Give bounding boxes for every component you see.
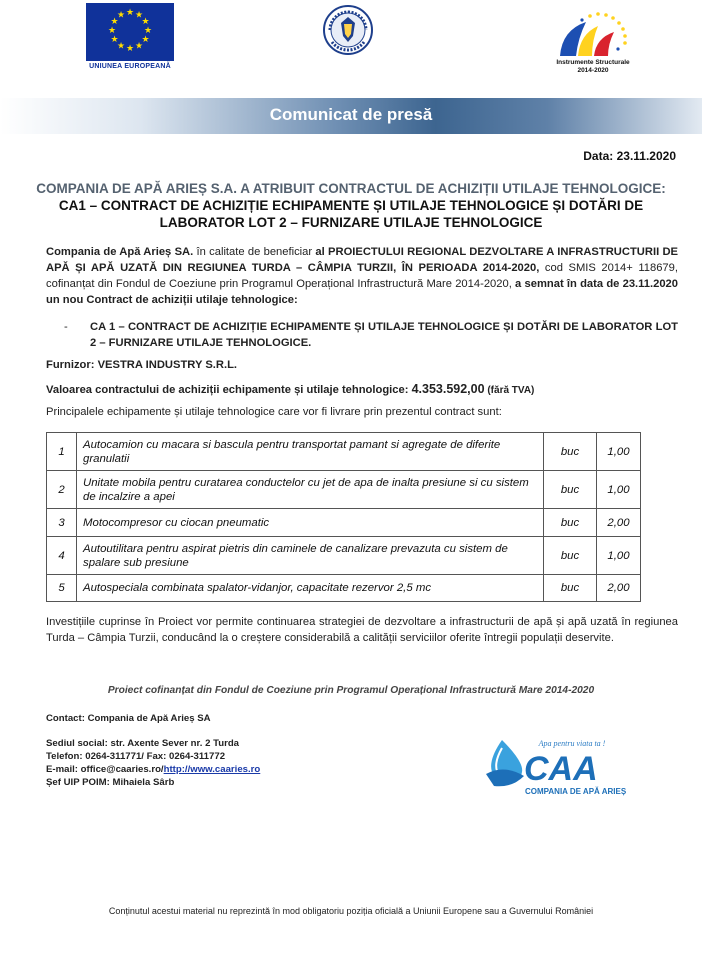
svg-text:★: ★ xyxy=(116,40,126,51)
contact-address: Sediul social: str. Axente Sever nr. 2 Turda xyxy=(46,738,240,749)
equipment-intro: Principalele echipamente și utilaje tehnologice care vor fi livrare prin prezentul contract sunt: xyxy=(46,406,502,418)
caa-name: COMPANIA DE APĂ ARIEȘ xyxy=(525,787,627,796)
supplier: Furnizor: VESTRA INDUSTRY S.R.L. xyxy=(46,359,238,371)
title-banner xyxy=(0,98,702,134)
eu-flag-icon xyxy=(86,3,174,61)
quantity: 1,00 xyxy=(597,471,641,509)
quantity: 2,00 xyxy=(597,575,641,602)
unit: buc xyxy=(544,575,597,602)
row-number: 5 xyxy=(47,575,77,602)
contact-phone: Telefon: 0264-311771/ Fax: 0264-311772 xyxy=(46,751,226,762)
contract-name: CA 1 – CONTRACT DE ACHIZIȚIE ECHIPAMENTE ȘI UTILAJE TEHNOLOGICE ȘI DOTĂRI DE LABORATOR LOT 2 – FURNIZARE UTILAJE TEHNOLOGICE. xyxy=(90,321,678,349)
svg-text:★: ★ xyxy=(125,43,135,53)
is-caption-line1: Instrumente Structurale xyxy=(556,59,630,66)
svg-text:★: ★ xyxy=(107,25,117,35)
caa-tagline: Apa pentru viata ta ! xyxy=(538,739,606,748)
quantity: 2,00 xyxy=(597,509,641,537)
row-number: 1 xyxy=(47,433,77,471)
svg-text:★: ★ xyxy=(134,40,144,51)
eu-caption: UNIUNEA EUROPEANĂ xyxy=(89,63,171,70)
row-number: 4 xyxy=(47,537,77,575)
contract-value-label: Valoarea contractului de achiziții echipamente și utilaje tehnologice: xyxy=(46,384,412,396)
quantity: 1,00 xyxy=(597,537,641,575)
svg-text:★: ★ xyxy=(143,25,153,35)
row-number: 2 xyxy=(47,471,77,509)
svg-text:★: ★ xyxy=(110,34,119,44)
cofinancing-note: Proiect cofinanțat din Fondul de Coeziune prin Programul Operațional Infrastructură Mare 2014-2020 xyxy=(107,685,595,696)
eu-logo xyxy=(86,3,174,70)
contact-block xyxy=(46,712,260,789)
closing-paragraph: Investițiile cuprinse în Proiect vor permite continuarea strategiei de dezvoltare a infrastructurii de apă și apă uzată în regiunea Turda – Câmpia Turzii, conducând la o creștere considerabilă a calității serviciilor oferite întregii populații deservite. xyxy=(46,616,678,644)
svg-text:★: ★ xyxy=(125,7,135,17)
table-row xyxy=(47,433,641,471)
website-link[interactable]: http://www.caaries.ro xyxy=(163,764,261,775)
svg-text:★: ★ xyxy=(116,9,126,20)
structural-instruments-icon xyxy=(552,10,634,58)
svg-text:★: ★ xyxy=(141,16,150,26)
caa-logo xyxy=(484,734,634,798)
structural-instruments-caption xyxy=(552,59,634,75)
quantity: 1,00 xyxy=(597,433,641,471)
table-row xyxy=(47,509,641,537)
contract-list-item xyxy=(64,319,678,351)
headline-line1: COMPANIA DE APĂ ARIEȘ S.A. A ATRIBUIT CONTRACTUL DE ACHIZIȚII UTILAJE TEHNOLOGICE: xyxy=(36,181,666,196)
equipment-table xyxy=(46,432,641,602)
contact-email-line xyxy=(46,763,260,776)
intro-paragraph xyxy=(46,244,678,308)
structural-instruments-logo xyxy=(552,10,634,82)
logo-strip xyxy=(0,0,702,100)
water-drop-icon xyxy=(484,734,634,798)
unit: buc xyxy=(544,471,597,509)
intro-project: al PROIECTULUI REGIONAL DEZVOLTARE A INFRASTRUCTURII DE APĂ ȘI APĂ UZATĂ DIN REGIUNEA TURDA – CÂMPIA TURZII, ÎN PERIOADA 2014-2020, xyxy=(46,246,679,274)
equipment-name: Autospeciala combinata spalator-vidanjor, capacitate rezervor 2,5 mc xyxy=(77,575,544,602)
equipment-name: Motocompresor cu ciocan pneumatic xyxy=(77,509,544,537)
equipment-name: Unitate mobila pentru curatarea conductelor cu jet de apa de inalta presiune si cu sistem de incalzire a apei xyxy=(77,471,544,509)
contact-uip-head: Șef UIP POIM: Mihaiela Sârb xyxy=(46,777,175,788)
caa-letters: CAA xyxy=(524,750,598,788)
headline xyxy=(30,180,672,231)
intro-details: cod SMIS 2014+ 118679, cofinanțat din Fondul de Coeziune prin Programul Operațional Infrastructură Mare 2014-2020, xyxy=(46,262,678,290)
intro-signed: a semnat în data de 23.11.2020 un nou Contract de achiziții utilaje tehnologice: xyxy=(46,278,678,306)
page-title: Comunicat de presă xyxy=(269,105,433,124)
row-number: 3 xyxy=(47,509,77,537)
government-seal-icon xyxy=(322,2,374,58)
table-row xyxy=(47,575,641,602)
intro-company: Compania de Apă Arieș SA. xyxy=(46,246,194,258)
unit: buc xyxy=(544,509,597,537)
svg-text:★: ★ xyxy=(110,16,119,26)
table-row xyxy=(47,471,641,509)
contact-details xyxy=(46,737,260,789)
unit: buc xyxy=(544,537,597,575)
intro-role: în calitate de beneficiar xyxy=(193,246,316,258)
contact-title: Contact: Compania de Apă Arieș SA xyxy=(46,713,211,724)
equipment-name: Autoutilitara pentru aspirat pietris din caminele de canalizare prevazuta cu sistem de spalare sub presiune xyxy=(77,537,544,575)
is-caption-line2: 2014-2020 xyxy=(577,67,609,74)
list-dash: - xyxy=(64,321,68,333)
disclaimer-footer: Conținutul acestui material nu reprezintă în mod obligatoriu poziția oficială a Uniunii Europene sau a Guvernului României xyxy=(108,906,594,916)
contact-email[interactable]: E-mail: office@caaries.ro/ xyxy=(46,764,164,775)
equipment-name: Autocamion cu macara si bascula pentru transportat pamant si agregate de diferite granulatii xyxy=(77,433,544,471)
headline-line2: CA1 – CONTRACT DE ACHIZIȚIE ECHIPAMENTE ȘI UTILAJE TEHNOLOGICE ȘI DOTĂRI DE LABORATOR LOT 2 – FURNIZARE UTILAJE TEHNOLOGICE xyxy=(58,198,644,230)
release-date: Data: 23.11.2020 xyxy=(583,149,676,163)
contract-value-note: (fără TVA) xyxy=(484,385,535,396)
svg-text:★: ★ xyxy=(141,34,150,44)
svg-text:★: ★ xyxy=(134,9,144,20)
contract-value xyxy=(46,381,678,399)
unit: buc xyxy=(544,433,597,471)
contract-value-amount: 4.353.592,00 xyxy=(411,382,485,396)
table-row xyxy=(47,537,641,575)
